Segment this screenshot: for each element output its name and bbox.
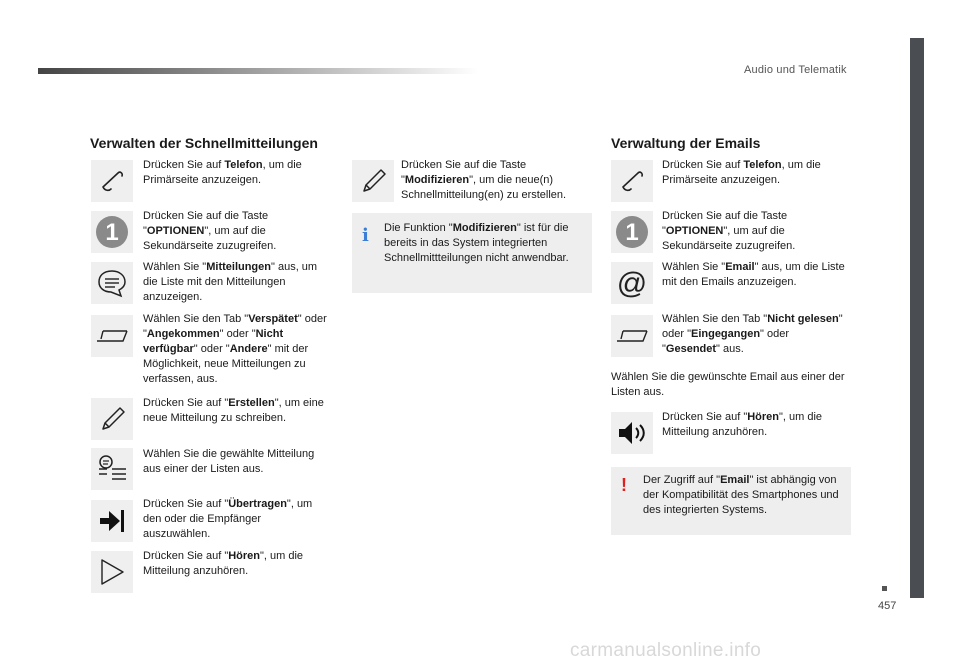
left-step-1-text: Drücken Sie auf Telefon, um die Primärseite anzuzeigen. bbox=[143, 159, 302, 186]
page-edge-strip bbox=[910, 38, 924, 598]
phone-handset-icon bbox=[611, 160, 653, 202]
left-step-5-text: Drücken Sie auf "Erstellen", um eine neue Mitteilung zu schreiben. bbox=[143, 397, 324, 424]
section-label: Audio und Telematik bbox=[744, 64, 847, 76]
warning-note bbox=[611, 467, 851, 535]
left-section-title: Verwalten der Schnellmitteilungen bbox=[90, 135, 318, 151]
number-one-icon bbox=[91, 211, 133, 253]
pencil-icon bbox=[352, 160, 394, 202]
forward-arrow-icon bbox=[91, 500, 133, 542]
warning-icon: ! bbox=[621, 475, 627, 495]
right-section-title: Verwaltung der Emails bbox=[611, 135, 761, 151]
svg-text:1: 1 bbox=[625, 219, 639, 246]
header-gradient-bar bbox=[38, 68, 478, 74]
at-sign-icon bbox=[611, 262, 653, 304]
right-listen-text: Drücken Sie auf "Hören", um die Mitteilung anzuhören. bbox=[662, 411, 823, 438]
watermark-text: carmanualsonline.info bbox=[570, 640, 762, 661]
left-step-7-text: Drücken Sie auf "Übertragen", um den oder die Empfänger auszuwählen. bbox=[143, 498, 313, 540]
speaker-icon bbox=[611, 412, 653, 454]
info-note bbox=[352, 213, 592, 293]
left-step-2-text: Drücken Sie auf die Taste "OPTIONEN", um auf die Sekundärseite zuzugreifen. bbox=[143, 210, 277, 252]
info-note-text: Die Funktion "Modifizieren" ist für die bereits in das System integrierten Schnellmittteilungen nicht anwendbar. bbox=[384, 222, 569, 264]
right-step-4-text: Wählen Sie den Tab "Nicht gelesen" oder "Eingegangen" oder "Gesendet" aus. bbox=[662, 313, 843, 355]
left-step-3-text: Wählen Sie "Mitteilungen" aus, um die Liste mit den Mitteilungen anzuzeigen. bbox=[143, 261, 318, 303]
right-step-2-text: Drücken Sie auf die Taste "OPTIONEN", um auf die Sekundärseite zuzugreifen. bbox=[662, 210, 796, 252]
select-list-icon bbox=[91, 448, 133, 490]
middle-step-text: Drücken Sie auf die Taste "Modifizieren", um die neue(n) Schnellmitteilung(en) zu erstellen. bbox=[401, 159, 567, 201]
left-step-6-text: Wählen Sie die gewählte Mitteilung aus einer der Listen aus. bbox=[143, 448, 315, 475]
page-number: 457 bbox=[878, 600, 897, 612]
page-dot bbox=[882, 586, 887, 591]
svg-text:@: @ bbox=[616, 267, 648, 300]
play-icon bbox=[91, 551, 133, 593]
svg-text:1: 1 bbox=[105, 219, 119, 246]
right-step-3-text: Wählen Sie "Email" aus, um die Liste mit den Emails anzuzeigen. bbox=[662, 261, 845, 288]
tab-icon bbox=[611, 315, 653, 357]
right-step-1-text: Drücken Sie auf Telefon, um die Primärseite anzuzeigen. bbox=[662, 159, 821, 186]
left-step-4-text: Wählen Sie den Tab "Verspätet" oder "Angekommen" oder "Nicht verfügbar" oder "Andere" mit der Möglichkeit, neue Mitteilungen zu verfassen, aus. bbox=[143, 313, 327, 385]
left-step-8-text: Drücken Sie auf "Hören", um die Mitteilung anzuhören. bbox=[143, 550, 304, 577]
right-plain-text: Wählen Sie die gewünschte Email aus einer der Listen aus. bbox=[611, 371, 845, 398]
info-icon: i bbox=[362, 225, 369, 246]
tab-icon bbox=[91, 315, 133, 357]
pencil-icon bbox=[91, 398, 133, 440]
number-one-icon bbox=[611, 211, 653, 253]
warning-note-text: Der Zugriff auf "Email" ist abhängig von der Kompatibilität des Smartphones und des integrierten Systems. bbox=[643, 474, 839, 516]
phone-handset-icon bbox=[91, 160, 133, 202]
message-list-icon bbox=[91, 262, 133, 304]
